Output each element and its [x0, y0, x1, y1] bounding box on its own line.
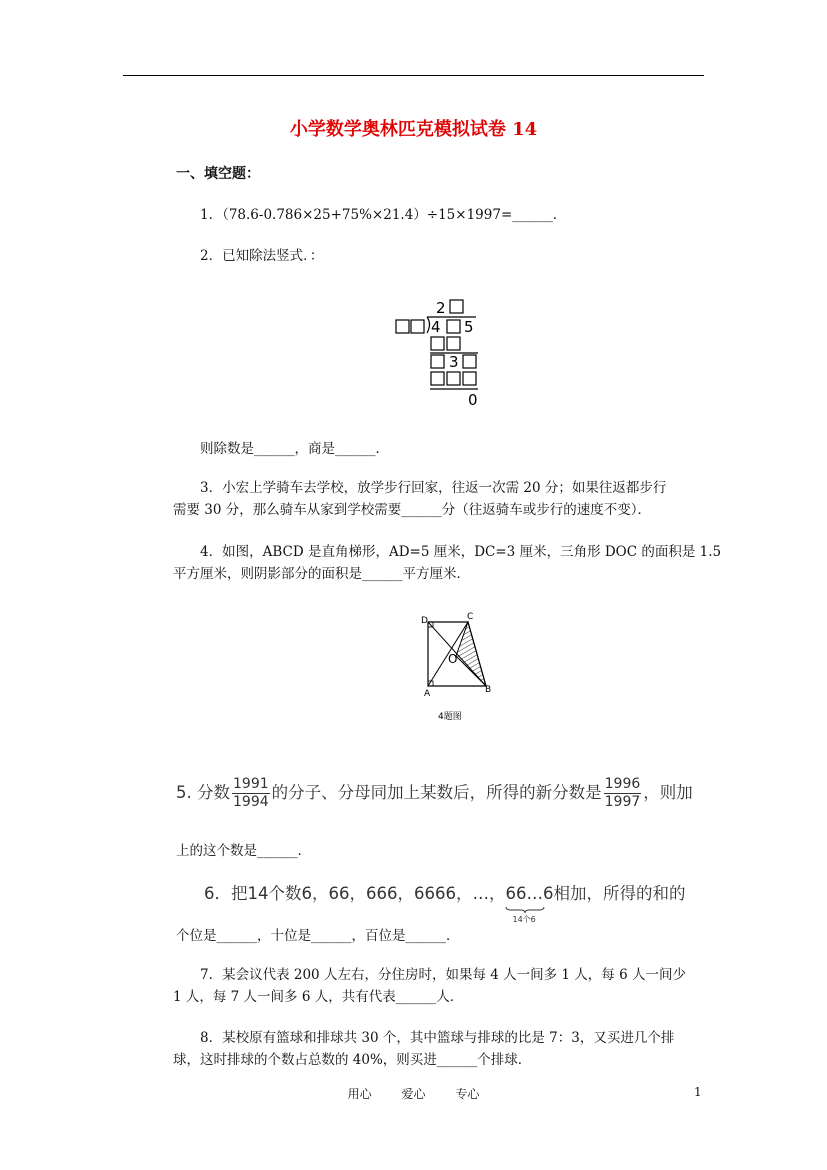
- underbrace-icon: [505, 906, 545, 914]
- blank-box: [431, 337, 444, 350]
- trapezoid-figure: [418, 610, 500, 725]
- q5-prefix: 5. 分数: [176, 783, 230, 802]
- q6-prefix: 6．把14个数6，66，666，6666，…，: [204, 884, 506, 903]
- footer-item: 用心: [347, 1087, 372, 1101]
- fraction-1: [232, 776, 270, 811]
- brace-label: 14个6: [512, 915, 536, 924]
- fraction-2: [604, 776, 642, 811]
- question-7-line-2: 1 人，每 7 人一间多 6 人，共有代表______人．: [173, 989, 464, 1005]
- blank-box: [463, 372, 476, 385]
- divisor-box-2: [411, 320, 424, 333]
- blank-box: [447, 372, 460, 385]
- blank-box: [447, 337, 460, 350]
- question-3-line-2: 需要 30 分，那么骑车从家到学校需要______分（往返骑车或步行的速度不变）．: [173, 502, 652, 518]
- divisor-box-1: [396, 320, 409, 333]
- label-o: O: [448, 652, 458, 666]
- blank-box: [450, 300, 463, 313]
- fraction-1-denominator: 1994: [233, 794, 269, 810]
- question-4-line-2: 平方厘米，则阴影部分的面积是______平方厘米．: [173, 566, 470, 582]
- fraction-2-numerator: 1996: [604, 776, 641, 792]
- question-5-line-1: [176, 776, 693, 811]
- page-title: 小学数学奥林匹克模拟试卷 14: [289, 119, 538, 140]
- label-b: B: [485, 685, 492, 695]
- question-2-answer: 则除数是______，商是______．: [200, 441, 389, 457]
- page-number: 1: [694, 1085, 702, 1099]
- dividend-digit-4: 4: [431, 318, 441, 336]
- question-8-line-2: 球，这时排球的个数占总数的 40%，则买进______个排球．: [173, 1052, 532, 1068]
- dividend-digit-5: 5: [464, 318, 474, 336]
- question-1: 1．（78.6-0.786×25+75%×21.4）÷15×1997=______．: [200, 207, 567, 223]
- blank-box: [463, 355, 476, 368]
- blank-box: [431, 355, 444, 368]
- long-division-figure: [390, 293, 490, 408]
- header-rule: [123, 75, 704, 76]
- repeated-six-number: [505, 884, 554, 924]
- dividend-box: [447, 320, 460, 333]
- label-d: D: [421, 616, 428, 626]
- label-c: C: [467, 612, 474, 622]
- blank-box: [431, 372, 444, 385]
- q5-suffix: ，则加: [643, 783, 693, 802]
- label-a: A: [424, 689, 431, 699]
- question-7-line-1: 7．某会议代表 200 人左右，分住房时，如果每 4 人一间多 1 人，每 6 人一间少: [200, 967, 686, 983]
- question-4-line-1: 4．如图，ABCD 是直角梯形，AD=5 厘米，DC=3 厘米，三角形 DOC 的面积是 1.5: [200, 544, 722, 560]
- footer: [0, 1085, 827, 1102]
- quotient-digit: 2: [436, 299, 446, 317]
- section-heading: 一、填空题：: [176, 166, 260, 182]
- q6-last-number: 66…6: [505, 884, 554, 903]
- figure-caption: 4题图: [438, 712, 462, 722]
- question-6-line-2: 个位是______，十位是______，百位是______．: [176, 928, 460, 944]
- q6-suffix: 相加，所得的和的: [553, 884, 686, 903]
- fraction-2-denominator: 1997: [604, 794, 641, 810]
- fraction-1-numerator: 1991: [233, 776, 269, 792]
- row3-digit: 3: [449, 353, 459, 371]
- remainder-digit: 0: [468, 391, 478, 408]
- question-6-line-1: [204, 880, 686, 924]
- q5-middle: 的分子、分母同加上某数后，所得的新分数是: [271, 783, 602, 802]
- question-8-line-1: 8．某校原有篮球和排球共 30 个，其中篮球与排球的比是 7：3，又买进几个排: [200, 1030, 675, 1046]
- footer-item: 专心: [455, 1087, 480, 1101]
- question-2: 2．已知除法竖式．：: [200, 248, 324, 264]
- question-3-line-1: 3．小宏上学骑车去学校，放学步行回家，往返一次需 20 分；如果往返都步行: [200, 480, 667, 496]
- question-5-line-2: 上的这个数是______．: [176, 843, 311, 859]
- footer-item: 爱心: [401, 1087, 426, 1101]
